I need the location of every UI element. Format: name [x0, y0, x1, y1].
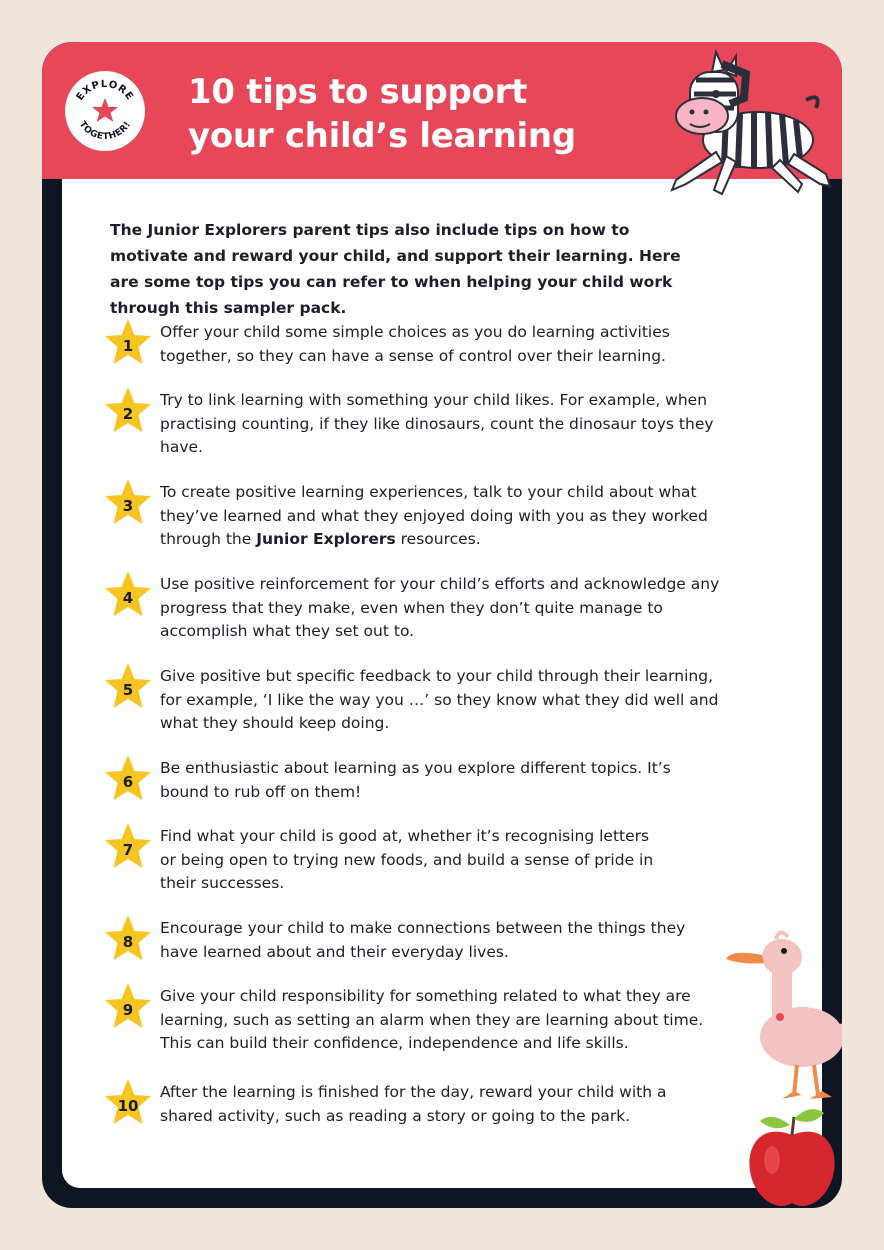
star-icon: 2 — [102, 385, 154, 437]
duck-illustration — [722, 917, 842, 1117]
star-icon: 8 — [102, 913, 154, 965]
star-icon: 1 — [102, 317, 154, 369]
tip-text: Be enthusiastic about learning as you explore different topics. It’s bound to rub off on them! — [160, 759, 671, 801]
tip-text: Give positive but specific feedback to your child through their learning, for example, ‘I like the way you …’ so they know what they did well and what they should keep doing. — [160, 667, 719, 732]
brand-name: Junior Explorers — [256, 530, 396, 548]
tip-text: Use positive reinforcement for your child’s efforts and acknowledge any progress that they make, even when they don’t quite manage to accomplish what they set out to. — [160, 575, 720, 640]
tip-text: To create positive learning experiences, talk to your child about what they’ve learned and what they enjoyed doing with you as they worked through the Junior Explorers resources. — [160, 483, 708, 548]
intro-paragraph: The Junior Explorers parent tips also include tips on how to motivate and reward your child, and support their learning. Here are some top tips you can refer to when helping your child work through this sampler pack. — [110, 221, 681, 317]
star-icon: 6 — [102, 753, 154, 805]
tip-text: Give your child responsibility for something related to what they are learning, such as setting an alarm when they are learning about time. This can build their confidence, independence and life skills. — [160, 987, 704, 1052]
tip-text: Try to link learning with something your child likes. For example, when practising counting, if they like dinosaurs, count the dinosaur toys they have. — [160, 391, 714, 456]
tip-text: Encourage your child to make connections between the things they have learned about and their everyday lives. — [160, 919, 686, 961]
star-icon: 3 — [102, 477, 154, 529]
page-title — [188, 70, 576, 158]
star-icon: 5 — [102, 661, 154, 713]
apple-illustration — [742, 1105, 842, 1208]
star-icon: 10 — [102, 1077, 154, 1129]
tips-card — [42, 42, 842, 1208]
badge-text-top: EXPLORE — [74, 78, 136, 103]
title-line-1: 10 tips to support — [188, 72, 528, 112]
star-icon: 4 — [102, 569, 154, 621]
star-icon: 9 — [102, 981, 154, 1033]
brand-name: Junior Explorers — [147, 221, 288, 239]
zebra-illustration — [626, 44, 836, 204]
explore-badge-icon — [64, 70, 146, 152]
tip-text: After the learning is finished for the day, reward your child with a shared activity, such as reading a story or going to the park. — [160, 1083, 667, 1125]
tip-text: Find what your child is good at, whether it’s recognising letters or being open to trying new foods, and build a sense of pride in their successes. — [160, 827, 654, 892]
title-line-2: your child’s learning — [188, 116, 576, 156]
content-panel — [62, 179, 822, 1188]
tip-text: Offer your child some simple choices as you do learning activities together, so they can have a sense of control over their learning. — [160, 323, 670, 365]
star-icon: 7 — [102, 821, 154, 873]
badge-text-bottom: TOGETHER! — [76, 119, 134, 143]
